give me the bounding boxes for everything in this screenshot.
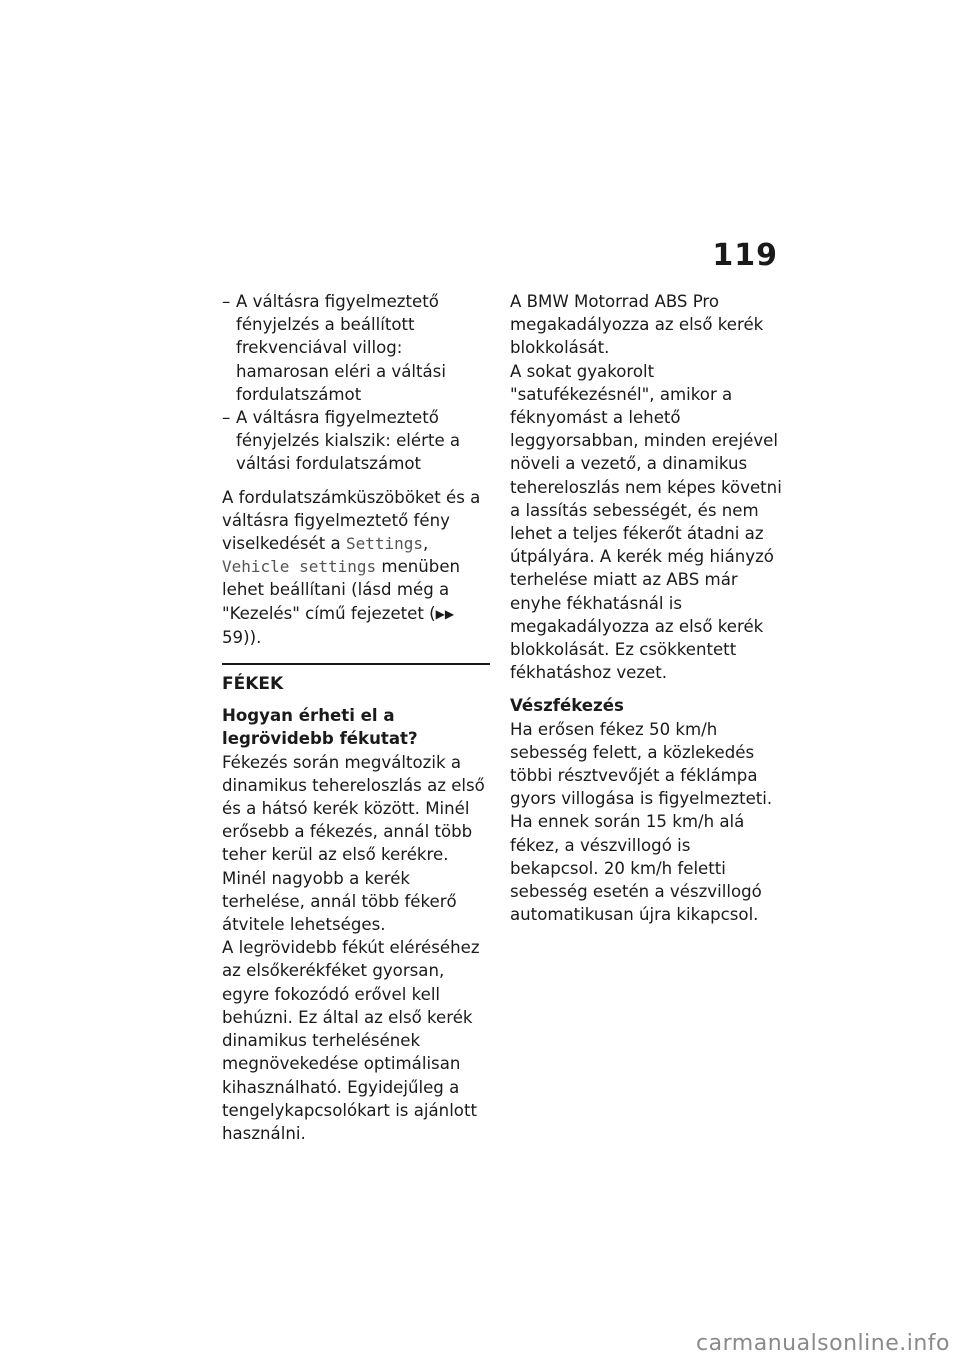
paragraph-text: 59)). <box>222 627 262 647</box>
menu-vehicle-settings: Vehicle settings <box>222 557 377 577</box>
paragraph: A sokat gyakorolt "satufékezésnél", amikor a féknyomást a lehető leggyorsabban, minden erejével növeli a vezető, a dinamikus tehereloszlás nem képes követni a lassítás sebességét, és nem lehet a teljes fékerőt átadni az útpályára. A kerék még hiányzó terhelése miatt az ABS már enyhe fékhatásnál is megakadályozza az első kerék blokkolását. Ez csökkentett fékhatáshoz vezet. <box>510 361 782 683</box>
paragraph: Ha ennek során 15 km/h alá fékez, a vészvillogó is bekapcsol. 20 km/h feletti sebesség esetén a vészvillogó automatikusan újra kikapcsol. <box>510 812 762 925</box>
section-divider <box>222 663 490 665</box>
watermark: carmanualsonline.info <box>696 1331 950 1356</box>
paragraph: Ha erősen fékez 50 km/h sebesség felett, a közlekedés többi résztvevőjét a féklámpa gyors villogása is figyelmezteti. <box>510 719 773 809</box>
paragraph-text: menüben lehet beállítani (lásd még a "Kezelés" című fejezetet ( <box>222 557 461 623</box>
list-item-text: A váltásra figyelmeztető fényjelzés kialszik: elérte a váltási fordulatszámot <box>236 408 461 474</box>
section-title: FÉKEK <box>222 674 284 695</box>
paragraph: A legrövidebb fékút eléréséhez az elsőkerékféket gyorsan, egyre fokozódó erővel kell behúzni. Ez által az első kerék dinamikus terhelésének megnövekedése optimálisan kihasználható. Egyidejűleg a tengelykapcsolókart is ajánlott használni. <box>222 938 480 1143</box>
paragraph: A BMW Motorrad ABS Pro megakadályozza az első kerék blokkolását. <box>510 292 764 358</box>
right-column <box>510 290 782 926</box>
left-column <box>222 290 494 1145</box>
paragraph-text: , <box>423 534 429 554</box>
settings-paragraph <box>222 486 494 649</box>
page-reference-arrow-icon: ▶▶ <box>435 606 455 621</box>
bullet-dash: – <box>222 292 231 311</box>
page-number: 119 <box>712 238 778 273</box>
paragraph-text: A fordulatszámküszöböket és a váltásra figyelmeztető fény viselkedését a <box>222 487 481 554</box>
subheading: Hogyan érheti el a legrövidebb fékutat? <box>222 706 418 749</box>
bullet-dash: – <box>222 408 231 428</box>
paragraph: Fékezés során megváltozik a dinamikus tehereloszlás az első és a hátsó kerék között. Minél erősebb a fékezés, annál több teher kerül az első kerékre. Minél nagyobb a kerék terhelése, annál több fékerő átvitele lehetséges. <box>222 752 485 935</box>
subheading: Vészfékezés <box>510 696 624 716</box>
menu-settings: Settings <box>345 534 424 554</box>
list-item <box>222 406 494 476</box>
list-item-text: A váltásra figyelmeztető fényjelzés a beállított frekvenciával villog: hamarosan eléri a váltási fordulatszámot <box>236 292 446 404</box>
list-item <box>222 290 494 406</box>
